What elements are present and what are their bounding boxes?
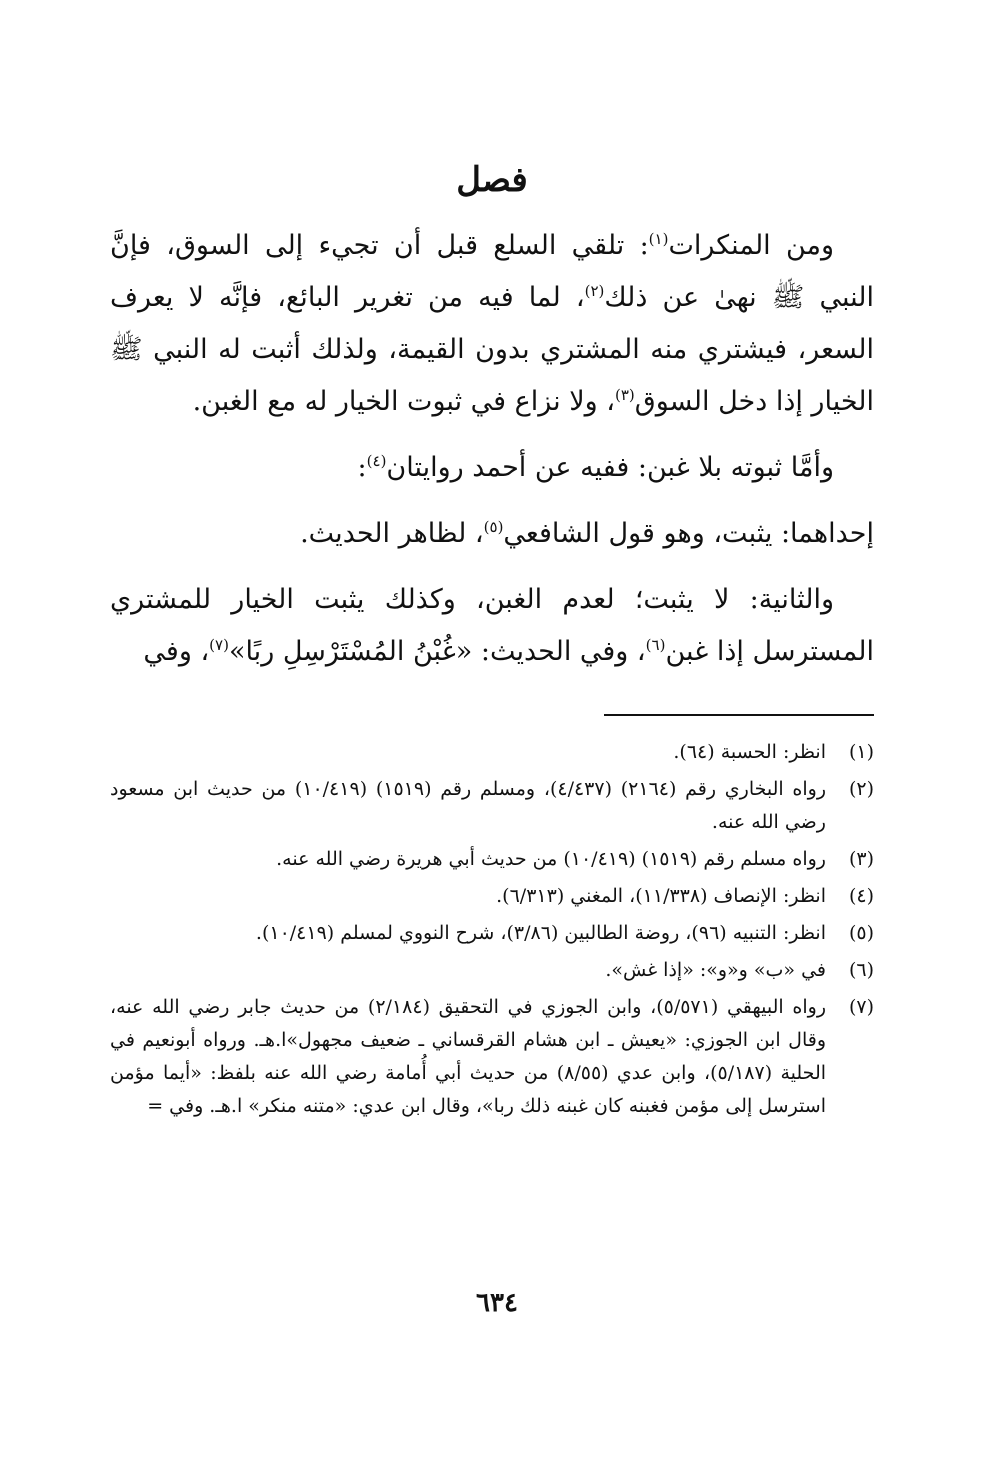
paragraph	[110, 220, 874, 428]
footnote-ref: (٢)	[584, 282, 605, 300]
footnote-text: في «ب» و«و»: «إذا غش».	[605, 959, 826, 981]
text-run: ، لظاهر الحديث.	[300, 518, 484, 549]
footnote-ref: (٣)	[615, 386, 635, 404]
text-run: ، وفي الحديث: «غُبْنُ المُسْتَرْسِلِ ربًا»	[228, 636, 646, 667]
footnote-ref: (٥)	[483, 518, 504, 536]
footnote	[110, 880, 874, 913]
footnote-text: رواه البخاري رقم (٢١٦٤) (٤/٤٣٧)، ومسلم رقم (١٥١٩) (١٠/٤١٩) من حديث ابن مسعود رضي الله عنه.	[110, 778, 826, 833]
document-page	[110, 160, 874, 1127]
text-run: ، لما فيه من تغرير البائع، فإنَّه لا يعرف السعر، فيشتري منه المشتري بدون القيمة، ولذلك أثبت له النبي ﷺ الخيار إذا دخل السوق	[110, 282, 874, 417]
paragraph	[110, 508, 874, 560]
text-run: :	[357, 452, 367, 483]
footnote-text: رواه مسلم رقم (١٥١٩) (١٠/٤١٩) من حديث أبي هريرة رضي الله عنه.	[276, 848, 826, 870]
footnote	[110, 954, 874, 987]
footnote	[110, 991, 874, 1123]
footnote	[110, 843, 874, 876]
text-run: إحداهما: يثبت، وهو قول الشافعي	[503, 518, 874, 549]
paragraph	[110, 442, 874, 494]
footnote-ref: (٦)	[645, 636, 666, 654]
footnote-text: انظر: الحسبة (٦٤).	[673, 741, 826, 763]
footnote-number: (١)	[848, 741, 874, 763]
footnote	[110, 736, 874, 769]
body-text	[110, 220, 874, 678]
footnote-number: (٧)	[848, 996, 874, 1018]
footnote-text: انظر: الإنصاف (١١/٣٣٨)، المغني (٦/٣١٣).	[496, 885, 826, 907]
text-run: وأمَّا ثبوته بلا غبن: ففيه عن أحمد روايتان	[386, 452, 834, 483]
text-run: : تلقي السلع قبل أن تجيء إلى السوق، فإنَّ النبي ﷺ نهىٰ عن ذلك	[110, 230, 875, 313]
footnote-number: (٣)	[848, 848, 874, 870]
footnote-number: (٢)	[848, 778, 874, 800]
footnote-number: (٤)	[848, 885, 874, 907]
footnote	[110, 773, 874, 839]
footnote-text: رواه البيهقي (٥/٥٧١)، وابن الجوزي في التحقيق (٢/١٨٤) من حديث جابر رضي الله عنه، وقال ابن الجوزي: «يعيش ـ ابن هشام القرقساني ـ ضعيف مجهول»ا.هـ. ورواه أبونعيم في الحلية (٥/١٨٧)، وابن عدي (٨/٥٥) من حديث أبي أُمامة رضي الله عنه بلفظ: «أيما مؤمن استرسل إلى مؤمن فغبنه كان غبنه ذلك ربا»، وقال ابن عدي: «متنه منكر» ا.هـ. وفي =	[110, 996, 827, 1117]
footnote-ref: (٧)	[209, 636, 229, 654]
text-run: ، ولا نزاع في ثبوت الخيار له مع الغبن.	[192, 386, 615, 417]
footnote-text: انظر: التنبيه (٩٦)، روضة الطالبين (٣/٨٦)، شرح النووي لمسلم (١٠/٤١٩).	[255, 922, 826, 944]
paragraph	[110, 574, 874, 678]
footnote-number: (٥)	[848, 922, 874, 944]
text-run: ، وفي	[143, 636, 210, 667]
footnote-number: (٦)	[848, 959, 874, 981]
footnote-ref: (٤)	[366, 452, 387, 470]
footnotes	[110, 736, 874, 1123]
footnote	[110, 917, 874, 950]
text-run: ومن المنكرات	[668, 230, 834, 261]
section-title: فصل	[456, 160, 528, 200]
page-number: ٦٣٤	[476, 1288, 518, 1318]
footnote-divider	[604, 714, 874, 716]
footnote-ref: (١)	[648, 230, 669, 248]
text-run: والثانية: لا يثبت؛ لعدم الغبن، وكذلك يثبت الخيار للمشتري المسترسل إذا غبن	[110, 584, 874, 667]
